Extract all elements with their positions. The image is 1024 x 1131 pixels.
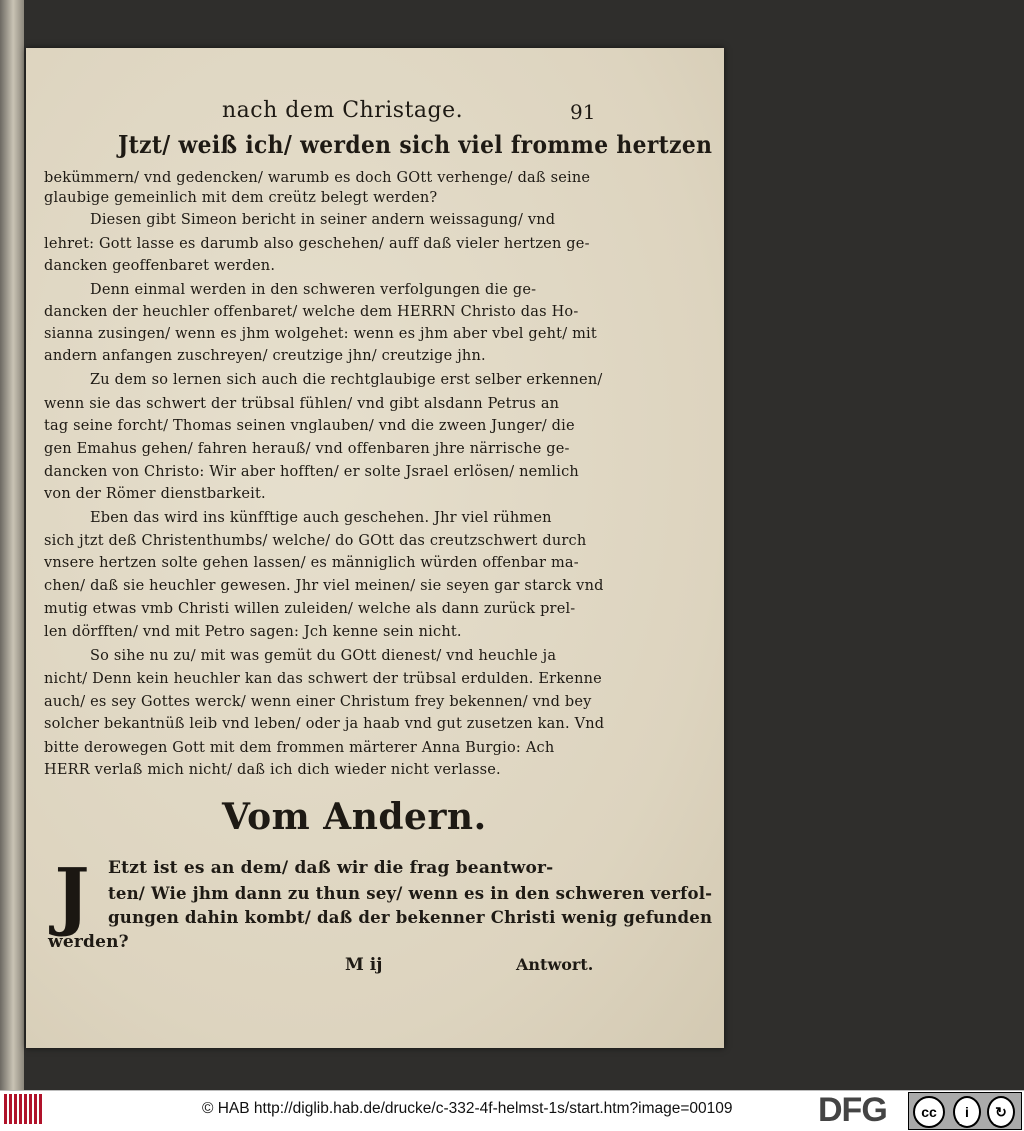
catchword: Antwort. [516, 955, 594, 974]
text-line: tag seine forcht/ Thomas seinen vnglauben/ vnd die zween Junger/ die [44, 418, 575, 434]
text-line: lehret: Gott lasse es darumb also geschehen/ auff daß vieler hertzen ge- [44, 236, 590, 252]
text-line: wenn sie das schwert der trübsal fühlen/ vnd gibt alsdann Petrus an [44, 396, 560, 412]
adjacent-page-edge [0, 0, 24, 1090]
sa-icon: ↻ [987, 1096, 1015, 1128]
text-line: nicht/ Denn kein heuchler kan das schwert der trübsal erdulden. Erkenne [44, 671, 602, 687]
text-line: auch/ es sey Gottes werck/ wenn einer Christum frey bekennen/ vnd bey [44, 694, 592, 710]
section-text-line: gungen dahin kombt/ daß der bekenner Christi wenig gefunden [108, 908, 713, 928]
text-line: glaubige gemeinlich mit dem creütz belegt werden? [44, 190, 438, 206]
text-line: So sihe nu zu/ mit was gemüt du GOtt dienest/ vnd heuchle ja [90, 648, 557, 664]
text-line: Diesen gibt Simeon bericht in seiner andern weissagung/ vnd [90, 212, 556, 228]
section-text-line: Etzt ist es an dem/ daß wir die frag beantwor- [108, 858, 554, 878]
text-line: Jtzt/ weiß ich/ werden sich viel fromme hertzen [118, 130, 713, 159]
text-line: Zu dem so lernen sich auch die rechtglaubige erst selber erkennen/ [90, 372, 603, 388]
section-title: Vom Andern. [222, 796, 487, 838]
text-line: andern anfangen zuschreyen/ creutzige jhn/ creutzige jhn. [44, 348, 486, 364]
by-icon: i [953, 1096, 981, 1128]
sa-label: SA [993, 1117, 1004, 1126]
dfg-logo[interactable]: DFG [818, 1091, 887, 1129]
text-line: HERR verlaß mich nicht/ daß ich dich wieder nicht verlasse. [44, 762, 501, 778]
text-line: dancken geoffenbaret werden. [44, 258, 276, 274]
section-text-line: werden? [48, 932, 129, 952]
page-number: 91 [570, 100, 596, 124]
text-line: chen/ daß sie heuchler gewesen. Jhr viel meinen/ sie seyen gar starck vnd [44, 578, 604, 594]
text-line: solcher bekantnüß leib vnd leben/ oder ja haab vnd gut zusetzen kan. Vnd [44, 716, 605, 732]
text-line: len dörfften/ vnd mit Petro sagen: Jch kenne sein nicht. [44, 624, 462, 640]
text-line: Denn einmal werden in den schweren verfolgungen die ge- [90, 282, 537, 298]
signature-mark: M ij [345, 955, 383, 975]
text-line: vnsere hertzen solte gehen lassen/ es männiglich würden offenbar ma- [44, 555, 579, 571]
text-line: mutig etwas vmb Christi willen zuleiden/ welche als dann zurück prel- [44, 601, 576, 617]
source-credit-link[interactable]: © HAB http://diglib.hab.de/drucke/c-332-4f-helmst-1s/start.htm?image=00109 [202, 1100, 733, 1117]
hab-logo-icon[interactable] [4, 1094, 48, 1126]
text-line: bekümmern/ vnd gedencken/ warumb es doch GOtt verhenge/ daß seine [44, 170, 591, 186]
drop-cap: J [54, 853, 90, 939]
text-line: dancken von Christo: Wir aber hofften/ er solte Jsrael erlösen/ nemlich [44, 464, 579, 480]
text-line: bitte derowegen Gott mit dem frommen märterer Anna Burgio: Ach [44, 740, 555, 756]
text-line: Eben das wird ins künfftige auch geschehen. Jhr viel rühmen [90, 510, 552, 526]
text-line: sianna zusingen/ wenn es jhm wolgehet: wenn es jhm aber vbel geht/ mit [44, 326, 597, 342]
cc-license-badge[interactable] [908, 1092, 1022, 1130]
text-line: sich jtzt deß Christenthumbs/ welche/ do GOtt das creutzschwert durch [44, 533, 587, 549]
text-line: gen Emahus gehen/ fahren herauß/ vnd offenbaren jhre närrische ge- [44, 441, 570, 457]
cc-icon: cc [913, 1096, 945, 1128]
running-header: nach dem Christage. [222, 98, 464, 123]
section-text-line: ten/ Wie jhm dann zu thun sey/ wenn es in den schweren verfol- [108, 884, 713, 904]
by-label: BY [959, 1117, 970, 1126]
text-line: dancken der heuchler offenbaret/ welche dem HERRN Christo das Ho- [44, 304, 579, 320]
text-line: von der Römer dienstbarkeit. [44, 486, 266, 502]
